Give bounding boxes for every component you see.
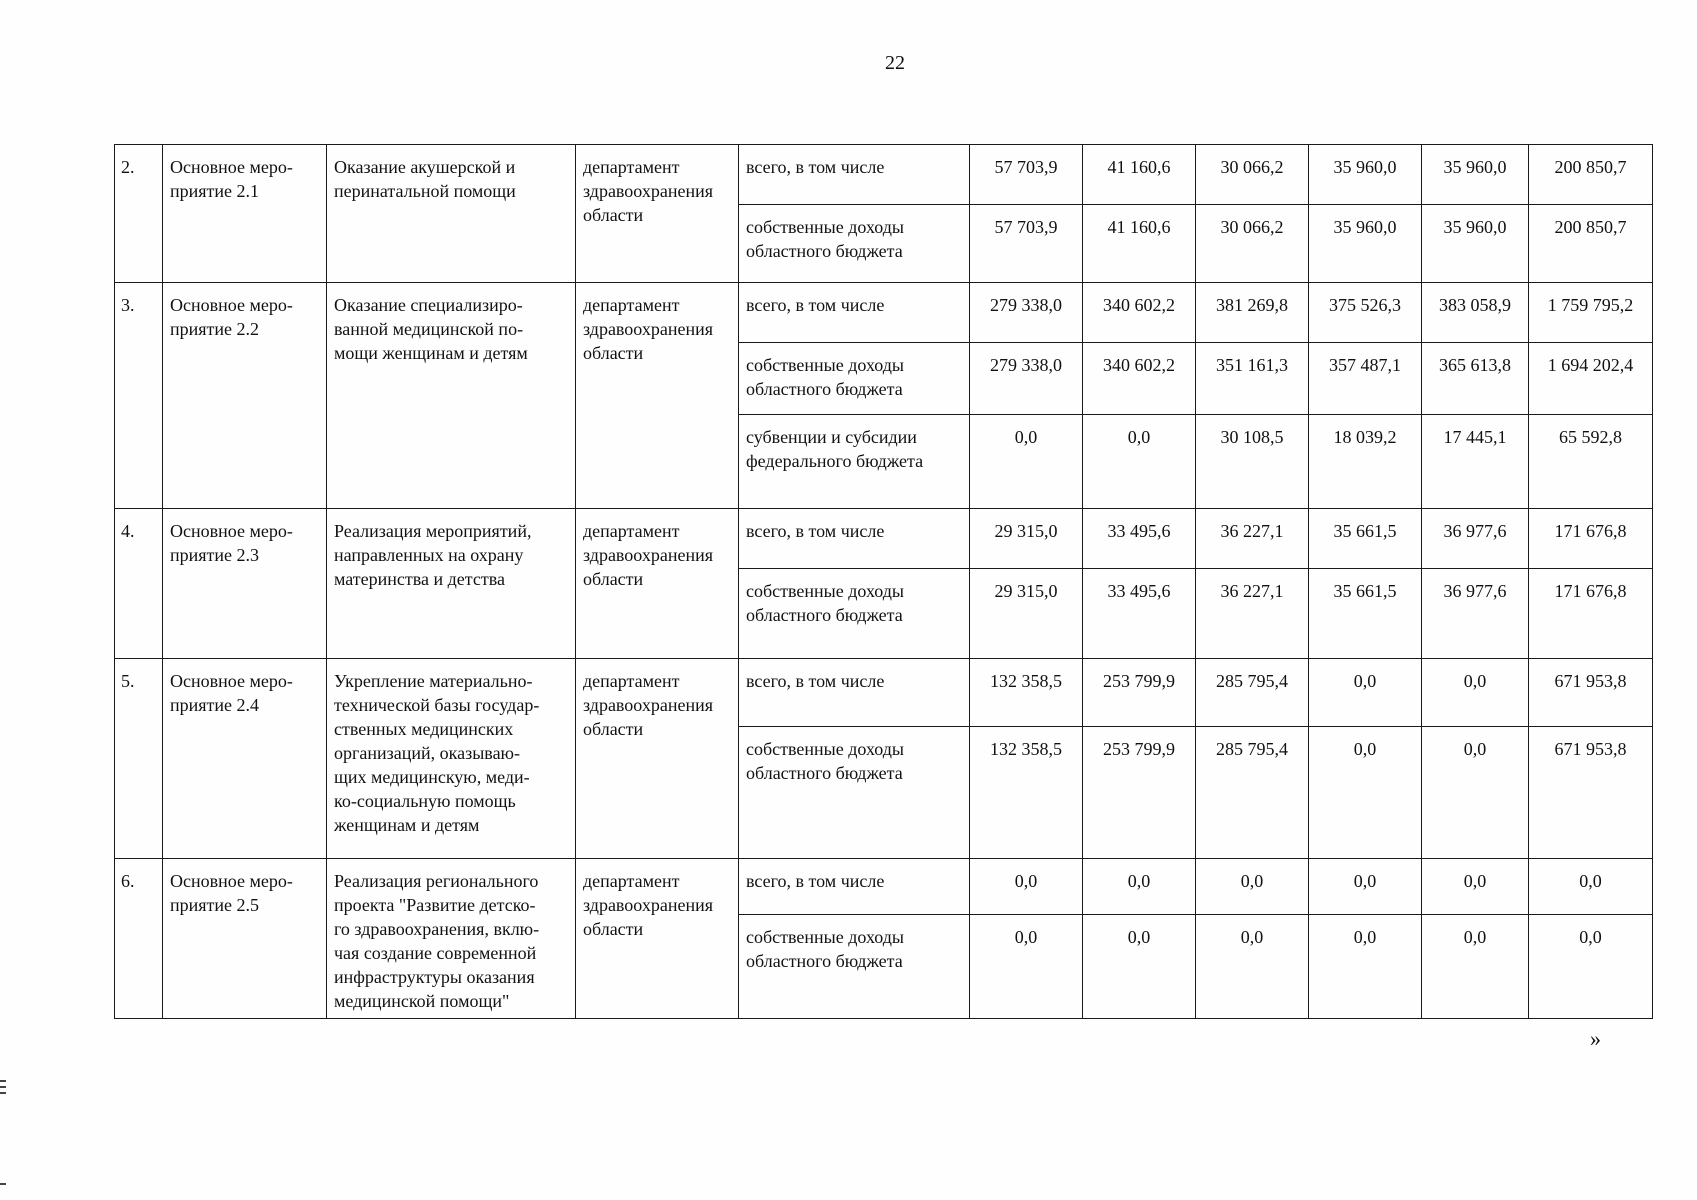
budget-table bbox=[114, 144, 1653, 1019]
amount-cell: 253 799,9 bbox=[1083, 659, 1196, 727]
amount-cell: 1 694 202,4 bbox=[1529, 343, 1653, 415]
amount-cell: 36 227,1 bbox=[1196, 569, 1309, 659]
amount-cell: 381 269,8 bbox=[1196, 283, 1309, 343]
amount-cell: 30 108,5 bbox=[1196, 415, 1309, 509]
amount-cell: 0,0 bbox=[1422, 915, 1529, 1019]
amount-cell: 1 759 795,2 bbox=[1529, 283, 1653, 343]
amount-cell: 365 613,8 bbox=[1422, 343, 1529, 415]
funding-source: собственные доходы областного бюджета bbox=[739, 727, 970, 859]
margin-tick bbox=[0, 1183, 6, 1185]
amount-cell: 285 795,4 bbox=[1196, 727, 1309, 859]
executor: департамент здравоохранения области bbox=[576, 145, 739, 283]
amount-cell: 0,0 bbox=[1529, 915, 1653, 1019]
amount-cell: 0,0 bbox=[1309, 727, 1422, 859]
amount-cell: 340 602,2 bbox=[1083, 343, 1196, 415]
amount-cell: 0,0 bbox=[1309, 915, 1422, 1019]
amount-cell: 30 066,2 bbox=[1196, 205, 1309, 283]
row-index: 3. bbox=[115, 283, 163, 509]
amount-cell: 253 799,9 bbox=[1083, 727, 1196, 859]
amount-cell: 18 039,2 bbox=[1309, 415, 1422, 509]
amount-cell: 671 953,8 bbox=[1529, 727, 1653, 859]
amount-cell: 0,0 bbox=[1083, 415, 1196, 509]
row-index: 6. bbox=[115, 859, 163, 1019]
funding-source: всего, в том числе bbox=[739, 859, 970, 915]
amount-cell: 57 703,9 bbox=[970, 145, 1083, 205]
table-body bbox=[115, 145, 1653, 1019]
amount-cell: 0,0 bbox=[970, 415, 1083, 509]
amount-cell: 200 850,7 bbox=[1529, 205, 1653, 283]
amount-cell: 279 338,0 bbox=[970, 283, 1083, 343]
event-description: Реализация регионального проекта "Развитие детско- го здравоохранения, вклю- чая создание современной инфраструктуры оказания медицинской помощи" bbox=[327, 859, 576, 1019]
executor: департамент здравоохранения области bbox=[576, 283, 739, 509]
row-index: 4. bbox=[115, 509, 163, 659]
executor: департамент здравоохранения области bbox=[576, 859, 739, 1019]
funding-source: всего, в том числе bbox=[739, 659, 970, 727]
page-number: 22 bbox=[885, 52, 905, 74]
amount-cell: 340 602,2 bbox=[1083, 283, 1196, 343]
amount-cell: 65 592,8 bbox=[1529, 415, 1653, 509]
funding-source: субвенции и субсидии федерального бюджета bbox=[739, 415, 970, 509]
amount-cell: 30 066,2 bbox=[1196, 145, 1309, 205]
table-row bbox=[115, 859, 1653, 915]
funding-source: собственные доходы областного бюджета bbox=[739, 915, 970, 1019]
event-description: Укрепление материально- технической базы государ- ственных медицинских организаций, оказываю- щих медицинскую, меди- ко-социальную помощь женщинам и детям bbox=[327, 659, 576, 859]
event-name: Основное меро- приятие 2.1 bbox=[163, 145, 327, 283]
event-description: Реализация мероприятий, направленных на охрану материнства и детства bbox=[327, 509, 576, 659]
amount-cell: 17 445,1 bbox=[1422, 415, 1529, 509]
event-name: Основное меро- приятие 2.3 bbox=[163, 509, 327, 659]
amount-cell: 33 495,6 bbox=[1083, 509, 1196, 569]
amount-cell: 171 676,8 bbox=[1529, 569, 1653, 659]
event-description: Оказание специализиро- ванной медицинской по- мощи женщинам и детям bbox=[327, 283, 576, 509]
amount-cell: 0,0 bbox=[970, 915, 1083, 1019]
table-row bbox=[115, 659, 1653, 727]
amount-cell: 0,0 bbox=[1309, 859, 1422, 915]
amount-cell: 171 676,8 bbox=[1529, 509, 1653, 569]
amount-cell: 0,0 bbox=[1196, 915, 1309, 1019]
amount-cell: 671 953,8 bbox=[1529, 659, 1653, 727]
amount-cell: 0,0 bbox=[1422, 727, 1529, 859]
amount-cell: 41 160,6 bbox=[1083, 205, 1196, 283]
funding-source: всего, в том числе bbox=[739, 509, 970, 569]
table-row bbox=[115, 145, 1653, 205]
margin-tick bbox=[0, 1092, 6, 1094]
event-description: Оказание акушерской и перинатальной помощи bbox=[327, 145, 576, 283]
executor: департамент здравоохранения области bbox=[576, 659, 739, 859]
amount-cell: 0,0 bbox=[1529, 859, 1653, 915]
margin-tick bbox=[0, 1080, 6, 1082]
amount-cell: 0,0 bbox=[1083, 915, 1196, 1019]
row-index: 2. bbox=[115, 145, 163, 283]
funding-source: всего, в том числе bbox=[739, 283, 970, 343]
executor: департамент здравоохранения области bbox=[576, 509, 739, 659]
amount-cell: 285 795,4 bbox=[1196, 659, 1309, 727]
amount-cell: 279 338,0 bbox=[970, 343, 1083, 415]
amount-cell: 35 960,0 bbox=[1309, 145, 1422, 205]
amount-cell: 0,0 bbox=[1196, 859, 1309, 915]
amount-cell: 375 526,3 bbox=[1309, 283, 1422, 343]
margin-tick bbox=[0, 1086, 6, 1088]
funding-source: собственные доходы областного бюджета bbox=[739, 343, 970, 415]
amount-cell: 57 703,9 bbox=[970, 205, 1083, 283]
closing-quote-mark: » bbox=[1590, 1026, 1601, 1051]
amount-cell: 0,0 bbox=[970, 859, 1083, 915]
amount-cell: 35 661,5 bbox=[1309, 569, 1422, 659]
amount-cell: 200 850,7 bbox=[1529, 145, 1653, 205]
amount-cell: 35 960,0 bbox=[1309, 205, 1422, 283]
amount-cell: 35 960,0 bbox=[1422, 205, 1529, 283]
event-name: Основное меро- приятие 2.4 bbox=[163, 659, 327, 859]
table-row bbox=[115, 509, 1653, 569]
funding-source: всего, в том числе bbox=[739, 145, 970, 205]
amount-cell: 35 661,5 bbox=[1309, 509, 1422, 569]
amount-cell: 0,0 bbox=[1309, 659, 1422, 727]
amount-cell: 36 977,6 bbox=[1422, 509, 1529, 569]
amount-cell: 36 977,6 bbox=[1422, 569, 1529, 659]
amount-cell: 33 495,6 bbox=[1083, 569, 1196, 659]
amount-cell: 357 487,1 bbox=[1309, 343, 1422, 415]
amount-cell: 0,0 bbox=[1083, 859, 1196, 915]
amount-cell: 0,0 bbox=[1422, 859, 1529, 915]
event-name: Основное меро- приятие 2.5 bbox=[163, 859, 327, 1019]
amount-cell: 383 058,9 bbox=[1422, 283, 1529, 343]
amount-cell: 29 315,0 bbox=[970, 509, 1083, 569]
amount-cell: 132 358,5 bbox=[970, 659, 1083, 727]
table-row bbox=[115, 283, 1653, 343]
row-index: 5. bbox=[115, 659, 163, 859]
amount-cell: 132 358,5 bbox=[970, 727, 1083, 859]
amount-cell: 29 315,0 bbox=[970, 569, 1083, 659]
funding-source: собственные доходы областного бюджета bbox=[739, 205, 970, 283]
amount-cell: 0,0 bbox=[1422, 659, 1529, 727]
event-name: Основное меро- приятие 2.2 bbox=[163, 283, 327, 509]
amount-cell: 35 960,0 bbox=[1422, 145, 1529, 205]
amount-cell: 351 161,3 bbox=[1196, 343, 1309, 415]
amount-cell: 41 160,6 bbox=[1083, 145, 1196, 205]
amount-cell: 36 227,1 bbox=[1196, 509, 1309, 569]
funding-source: собственные доходы областного бюджета bbox=[739, 569, 970, 659]
